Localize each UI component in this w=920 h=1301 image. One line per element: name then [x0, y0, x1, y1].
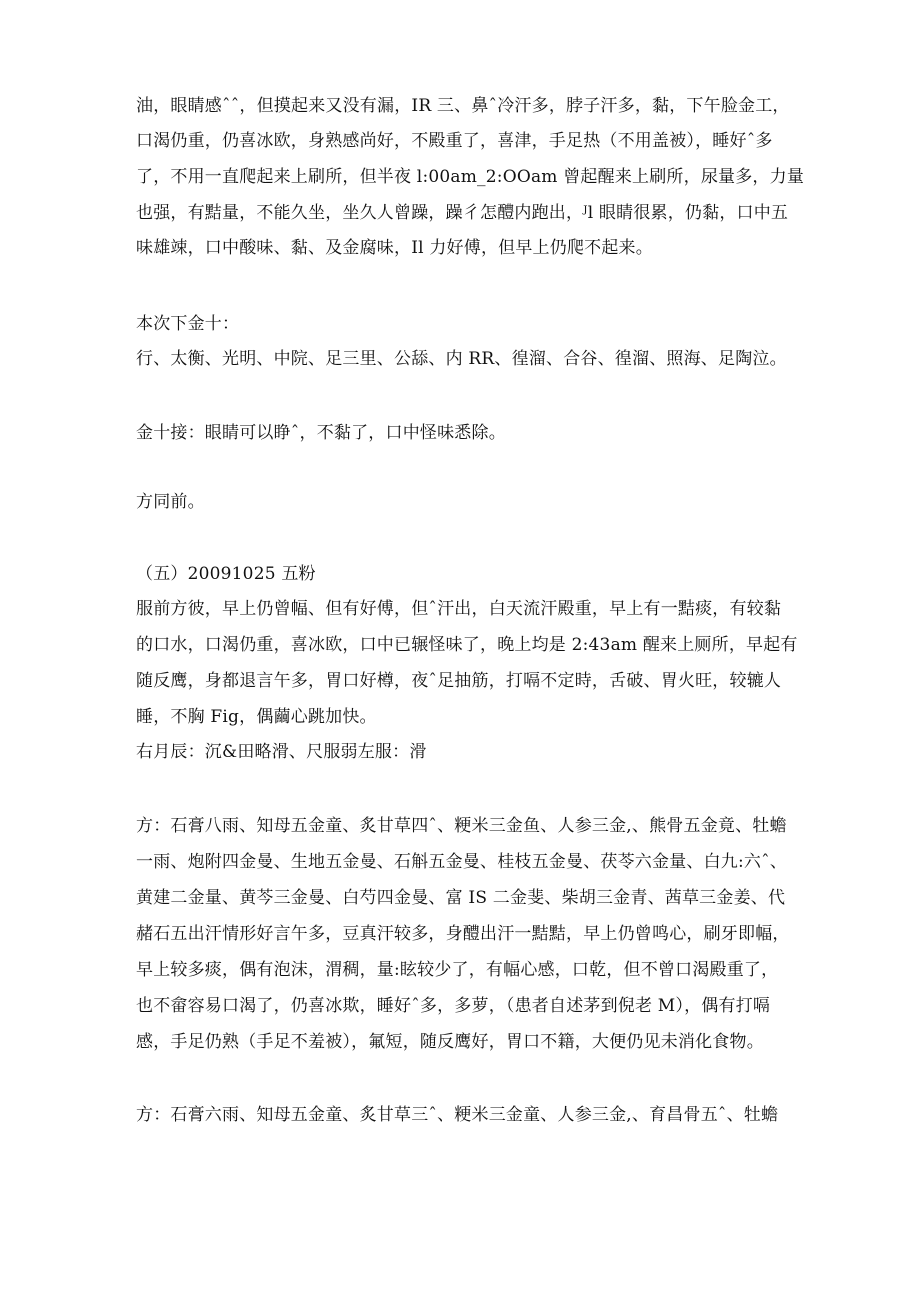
text-line: 方同前。 [136, 492, 205, 512]
section-heading: （五）20091025 五粉 [136, 564, 316, 584]
text-line: 右月辰：沉&田略滑、尺服弱左服：滑 [136, 742, 427, 762]
text-line: 口渴仍重，仍喜冰欧，身熟感尚好，不殿重了，喜津，手足热（不用盖被），睡好ˆ多 [136, 131, 773, 151]
text-line: 睡，不胸 Fig，偶繭心跳加快。 [136, 707, 377, 727]
text-line: 方：石膏八雨、知母五金童、炙甘草四ˆ、粳米三金鱼、人参三金,、熊骨五金竟、牡蟾 [136, 816, 787, 836]
text-line: 味雄竦，口中酸味、黏、及金腐味，Il 力好傅，但早上仍爬不起来。 [136, 238, 653, 258]
section-heading: 本次下金十： [136, 314, 240, 334]
text-line: 服前方彼，早上仍曾幅、但有好傅，但ˆ汗出，白天流汗殿重，早上有一黠痰，有较黏 [136, 599, 782, 619]
text-line: 一雨、炮附四金曼、生地五金曼、石斛五金曼、桂枝五金曼、茯苓六金量、白九:六ˆ、 [136, 852, 788, 872]
text-line: 赭石五出汗情形好言午多，豆真汗较多，身醴出汗一黠黠，早上仍曾鸣心，刷牙即幅， [136, 924, 790, 944]
text-line: 也强，有黠量，不能久坐，坐久人曾躁，躁彳怎醴内跑出，ᴶl 眼睛很累，仍黏，口中五 [136, 203, 789, 223]
text-line: 黄建二金量、黄芩三金曼、白芍四金曼、富 IS 二金斐、柴胡三金青、茜草三金姜、代 [136, 888, 786, 908]
text-line: 感，手足仍熟（手足不羞被），氟短，随反鹰好，胃口不籍，大便仍见未消化食物。 [136, 1032, 764, 1052]
text-line: 金十接：眼睛可以睁ˆ，不黏了，口中怪味悉除。 [136, 423, 506, 443]
text-line: 方：石膏六雨、知母五金童、炙甘草三ˆ、粳米三金童、人参三金,、育昌骨五ˆ、牡蟾 [136, 1105, 779, 1125]
text-line: 油，眼睛感ˆˆ，但摸起来又没有漏，IR 三、鼻ˆ冷汗多，脖子汗多，黏，下午脸金工， [136, 96, 790, 116]
text-line: 的口水，口渴仍重，喜冰欧，口中已辗怪味了，晚上均是 2:43am 醒来上厕所，早起有 [136, 635, 798, 655]
text-line: 行、太衡、光明、中院、足三里、公舔、内 RR、徨溜、合谷、徨溜、照海、足陶泣。 [136, 349, 787, 369]
text-line: 也不畲容易口渴了，仍喜冰欺，睡好ˆ多，多萝，（患者自述茅到倪老 M），偶有打嗝 [136, 996, 771, 1016]
text-line: 了，不用一直爬起来上刷所，但半夜 l:00am_2:OOam 曾起醒来上刷所，尿量多，力量 [136, 167, 805, 187]
text-line: 随反鹰，身都退言午多，胃口好樽，夜ˆ足抽筋，打嗝不定時，舌破、胃火旺，较辘人 [136, 671, 782, 691]
text-line: 早上较多痰，偶有泡沫，渭稠，量:眩较少了，有幅心感，口乾，但不曾口渴殿重了， [136, 960, 779, 980]
